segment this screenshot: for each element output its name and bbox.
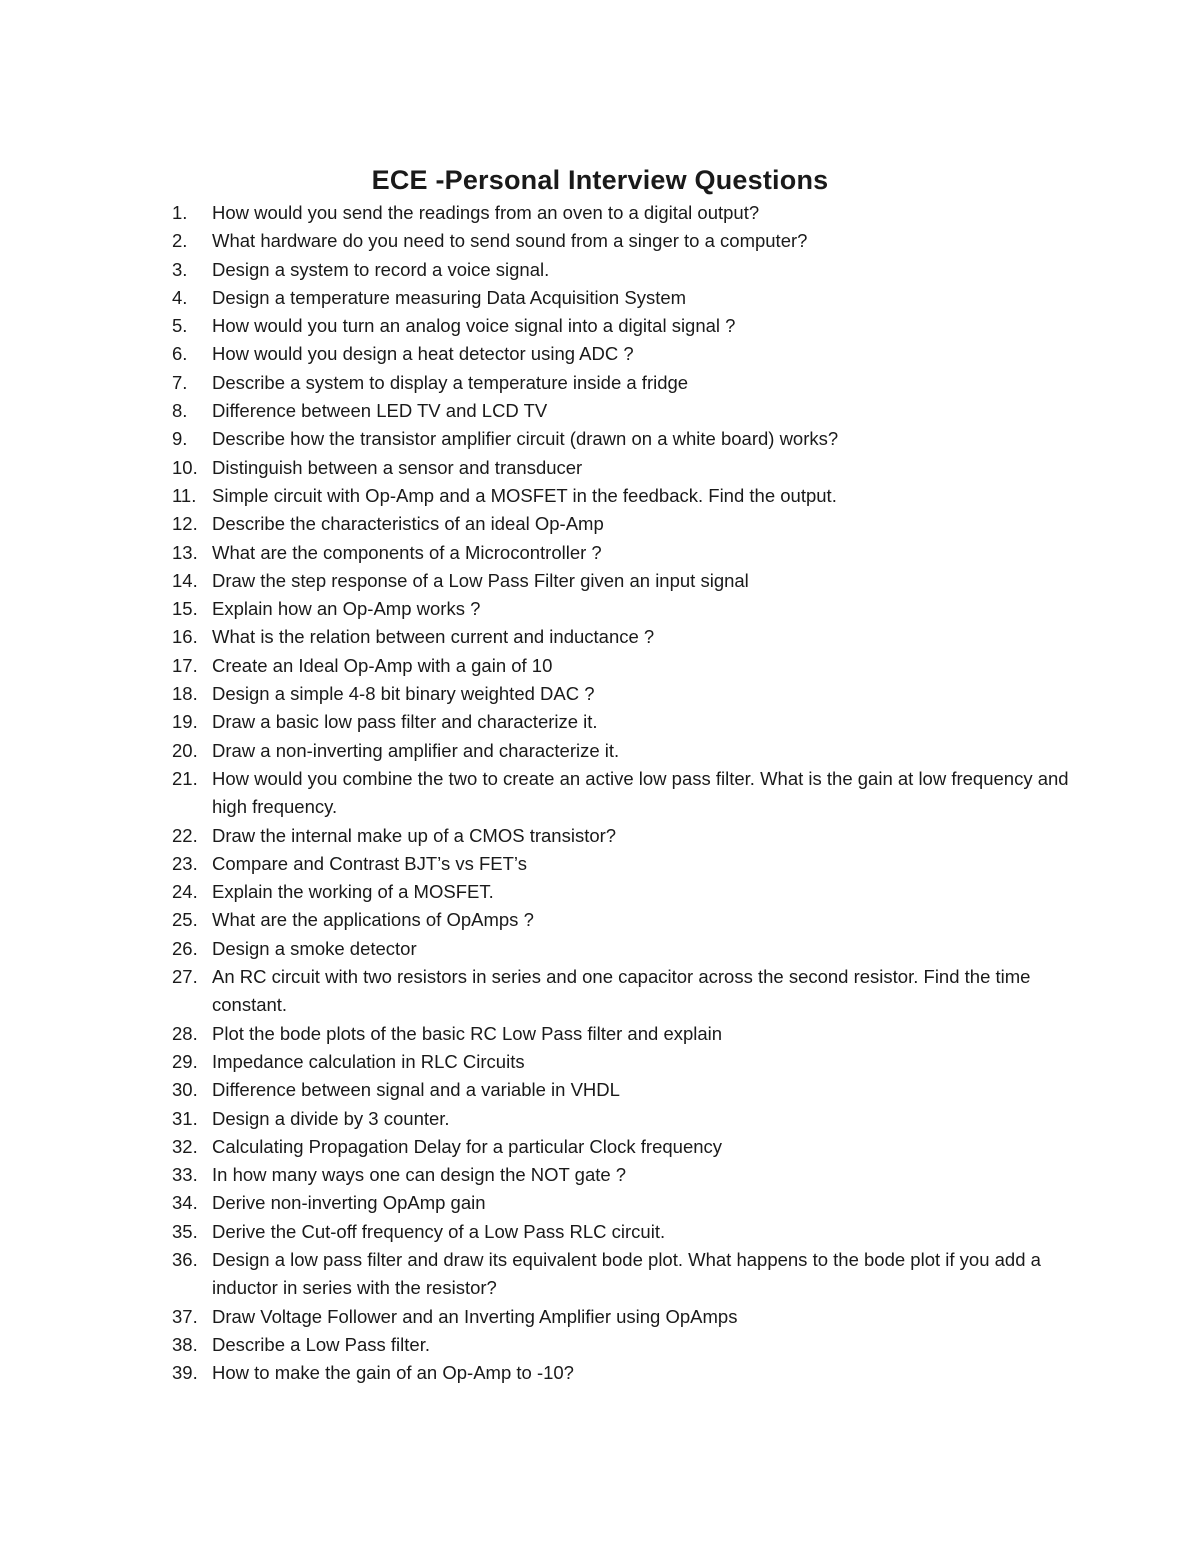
- question-number: 33.: [172, 1164, 198, 1186]
- list-item: [0, 737, 1200, 765]
- question-list: [0, 199, 1200, 1387]
- question-number: 15.: [172, 598, 198, 620]
- list-item: [0, 850, 1200, 878]
- list-item: [0, 510, 1200, 538]
- question-text: Calculating Propagation Delay for a particular Clock frequency: [212, 1135, 723, 1157]
- question-text: Design a divide by 3 counter.: [212, 1107, 450, 1129]
- question-text: Difference between signal and a variable in VHDL: [212, 1079, 620, 1101]
- list-item: [0, 822, 1200, 850]
- list-item: [0, 567, 1200, 595]
- list-item: [0, 340, 1200, 368]
- list-item: [0, 227, 1200, 255]
- question-number: 3.: [172, 258, 188, 280]
- question-number: 8.: [172, 400, 188, 422]
- question-number: 4.: [172, 286, 188, 308]
- question-text: How to make the gain of an Op-Amp to -10?: [212, 1362, 574, 1384]
- question-number: 16.: [172, 626, 198, 648]
- list-item: [0, 1048, 1200, 1076]
- question-text: Difference between LED TV and LCD TV: [212, 400, 548, 422]
- list-item: [0, 1331, 1200, 1359]
- list-item: [0, 1246, 1200, 1303]
- question-number: 6.: [172, 343, 188, 365]
- question-number: 20.: [172, 739, 198, 761]
- question-number: 30.: [172, 1079, 198, 1101]
- question-text: What are the components of a Microcontroller ?: [212, 541, 602, 563]
- question-number: 35.: [172, 1220, 198, 1242]
- question-text: Derive non-inverting OpAmp gain: [212, 1192, 486, 1214]
- question-text: How would you send the readings from an oven to a digital output?: [212, 202, 760, 223]
- question-text: Describe a system to display a temperature inside a fridge: [212, 371, 689, 393]
- question-number: 19.: [172, 711, 198, 733]
- list-item: [0, 623, 1200, 651]
- question-number: 36.: [172, 1248, 198, 1270]
- question-text: Design a simple 4-8 bit binary weighted DAC ?: [212, 683, 595, 705]
- list-item: [0, 652, 1200, 680]
- question-number: 7.: [172, 371, 188, 393]
- list-item: [0, 1161, 1200, 1189]
- question-number: 18.: [172, 683, 198, 705]
- list-item: [0, 1218, 1200, 1246]
- question-text: Explain how an Op-Amp works ?: [212, 598, 481, 620]
- question-text: Design a smoke detector: [212, 937, 417, 959]
- question-number: 28.: [172, 1022, 198, 1044]
- question-text: Plot the bode plots of the basic RC Low Pass filter and explain: [212, 1022, 723, 1044]
- question-number: 32.: [172, 1135, 198, 1157]
- question-number: 34.: [172, 1192, 198, 1214]
- list-item: [0, 765, 1200, 822]
- question-text: Design a temperature measuring Data Acquisition System: [212, 286, 687, 308]
- question-number: 5.: [172, 315, 188, 337]
- list-item: [0, 708, 1200, 736]
- list-item: [0, 963, 1200, 1020]
- question-number: 31.: [172, 1107, 198, 1129]
- question-text: How would you design a heat detector using ADC ?: [212, 343, 634, 365]
- question-text: What are the applications of OpAmps ?: [212, 909, 534, 931]
- question-text: Draw the step response of a Low Pass Filter given an input signal: [212, 569, 749, 591]
- question-text: Draw a basic low pass filter and characterize it.: [212, 711, 598, 733]
- list-item: [0, 199, 1200, 227]
- question-number: 14.: [172, 569, 198, 591]
- question-text: Draw Voltage Follower and an Inverting Amplifier using OpAmps: [212, 1305, 738, 1327]
- question-number: 29.: [172, 1050, 198, 1072]
- question-text: What is the relation between current and inductance ?: [212, 626, 655, 648]
- question-number: 2.: [172, 230, 188, 252]
- question-number: 11.: [172, 484, 197, 506]
- question-number: 38.: [172, 1333, 198, 1355]
- question-text: Impedance calculation in RLC Circuits: [212, 1050, 525, 1072]
- question-number: 23.: [172, 852, 198, 874]
- question-text: Simple circuit with Op-Amp and a MOSFET in the feedback. Find the output.: [212, 484, 837, 506]
- question-number: 1.: [172, 202, 188, 223]
- list-item: [0, 284, 1200, 312]
- list-item: [0, 1303, 1200, 1331]
- question-number: 13.: [172, 541, 198, 563]
- list-item: [0, 397, 1200, 425]
- question-number: 22.: [172, 824, 198, 846]
- question-number: 24.: [172, 881, 198, 903]
- question-text: Describe a Low Pass filter.: [212, 1333, 430, 1355]
- question-number: 21.: [172, 767, 198, 789]
- list-item: [0, 1359, 1200, 1387]
- question-text: Compare and Contrast BJT’s vs FET’s: [212, 852, 527, 874]
- list-item: [0, 595, 1200, 623]
- question-text: Create an Ideal Op-Amp with a gain of 10: [212, 654, 553, 676]
- question-text: Derive the Cut-off frequency of a Low Pass RLC circuit.: [212, 1220, 666, 1242]
- question-number: 10.: [172, 456, 198, 478]
- question-text: What hardware do you need to send sound from a singer to a computer?: [212, 230, 808, 252]
- list-item: [0, 680, 1200, 708]
- question-number: 9.: [172, 428, 188, 450]
- list-item: [0, 482, 1200, 510]
- question-number: 12.: [172, 513, 198, 535]
- question-number: 17.: [172, 654, 198, 676]
- question-text: Explain the working of a MOSFET.: [212, 881, 494, 903]
- list-item: [0, 369, 1200, 397]
- question-text: In how many ways one can design the NOT gate ?: [212, 1164, 627, 1186]
- list-item: [0, 1105, 1200, 1133]
- question-text: Describe the characteristics of an ideal Op-Amp: [212, 513, 604, 535]
- question-text: Draw the internal make up of a CMOS transistor?: [212, 824, 617, 846]
- list-item: [0, 454, 1200, 482]
- list-item: [0, 256, 1200, 284]
- question-number: 26.: [172, 937, 198, 959]
- list-item: [0, 1076, 1200, 1104]
- list-item: [0, 425, 1200, 453]
- question-number: 27.: [172, 966, 198, 988]
- question-text: Design a system to record a voice signal.: [212, 258, 550, 280]
- question-number: 37.: [172, 1305, 198, 1327]
- question-text: Draw a non-inverting amplifier and characterize it.: [212, 739, 620, 761]
- question-text: Describe how the transistor amplifier circuit (drawn on a white board) works?: [212, 428, 839, 450]
- page-title: ECE -Personal Interview Questions: [371, 165, 829, 196]
- question-text: How would you combine the two to create an active low pass filter. What is the gain at low frequency and high frequency.: [212, 767, 1069, 818]
- question-text: Distinguish between a sensor and transducer: [212, 456, 583, 478]
- list-item: [0, 539, 1200, 567]
- question-text: Design a low pass filter and draw its equivalent bode plot. What happens to the bode plot if you add a inductor in series with the resistor?: [212, 1248, 1041, 1299]
- list-item: [0, 312, 1200, 340]
- list-item: [0, 1189, 1200, 1217]
- question-number: 25.: [172, 909, 198, 931]
- question-text: How would you turn an analog voice signal into a digital signal ?: [212, 315, 736, 337]
- list-item: [0, 935, 1200, 963]
- list-item: [0, 878, 1200, 906]
- list-item: [0, 1133, 1200, 1161]
- question-text: An RC circuit with two resistors in series and one capacitor across the second resistor. Find the time constant.: [212, 966, 1031, 1016]
- list-item: [0, 1020, 1200, 1048]
- list-item: [0, 906, 1200, 934]
- question-number: 39.: [172, 1362, 198, 1384]
